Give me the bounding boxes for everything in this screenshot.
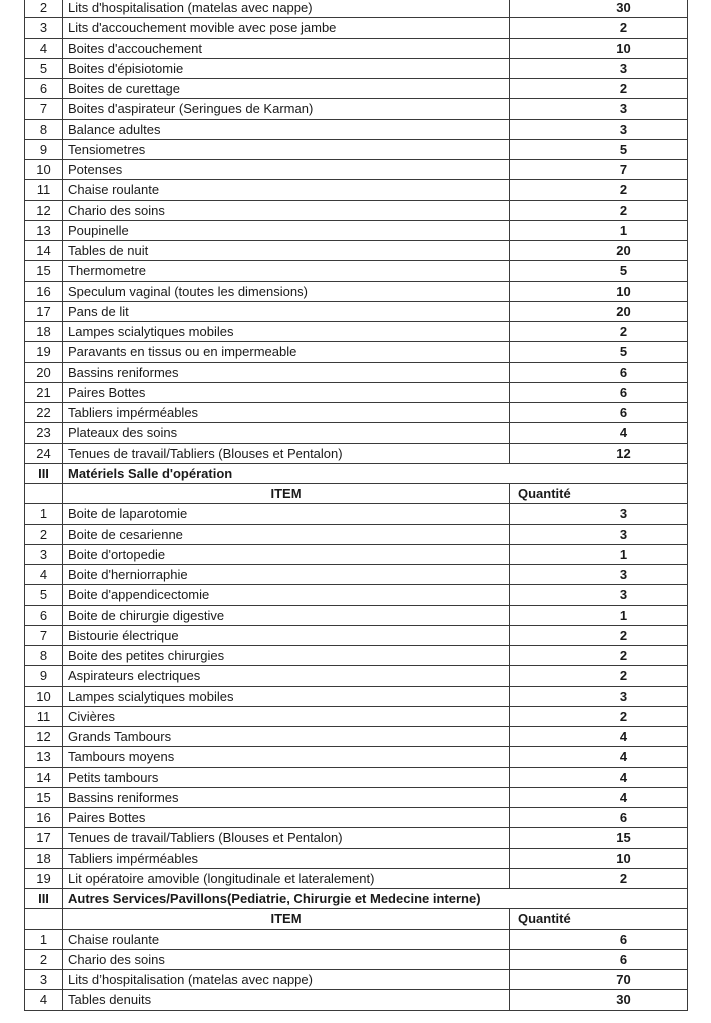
item-name: Aspirateurs electriques — [63, 666, 510, 686]
table-row — [25, 200, 688, 220]
item-quantity: 30 — [510, 990, 688, 1010]
section-number: III — [25, 889, 63, 909]
table-row — [25, 828, 688, 848]
section-empty-cell — [510, 889, 688, 909]
header-number-cell — [25, 484, 63, 504]
table-row — [25, 18, 688, 38]
table-row — [25, 180, 688, 200]
item-name: Pans de lit — [63, 301, 510, 321]
item-quantity: 4 — [510, 423, 688, 443]
table-row — [25, 868, 688, 888]
row-number: 13 — [25, 220, 63, 240]
section-title: Autres Services/Pavillons(Pediatrie, Chirurgie et Medecine interne) — [63, 889, 510, 909]
column-header-quantity: Quantité — [510, 484, 688, 504]
row-number: 1 — [25, 929, 63, 949]
table-row — [25, 423, 688, 443]
item-quantity: 5 — [510, 342, 688, 362]
row-number: 23 — [25, 423, 63, 443]
row-number: 3 — [25, 544, 63, 564]
row-number: 11 — [25, 180, 63, 200]
item-quantity: 2 — [510, 646, 688, 666]
table-row — [25, 261, 688, 281]
table-row — [25, 362, 688, 382]
item-quantity: 6 — [510, 808, 688, 828]
column-header-item: ITEM — [63, 909, 510, 929]
item-name: Paravants en tissus ou en impermeable — [63, 342, 510, 362]
item-quantity: 6 — [510, 949, 688, 969]
item-quantity: 3 — [510, 99, 688, 119]
table-row — [25, 160, 688, 180]
row-number: 18 — [25, 322, 63, 342]
table-row — [25, 585, 688, 605]
item-quantity: 2 — [510, 625, 688, 645]
item-quantity: 2 — [510, 18, 688, 38]
table-row — [25, 646, 688, 666]
row-number: 4 — [25, 990, 63, 1010]
row-number: 21 — [25, 382, 63, 402]
table-row — [25, 787, 688, 807]
item-quantity: 2 — [510, 868, 688, 888]
row-number: 15 — [25, 787, 63, 807]
item-quantity: 6 — [510, 403, 688, 423]
row-number: 11 — [25, 706, 63, 726]
item-quantity: 15 — [510, 828, 688, 848]
row-number: 8 — [25, 646, 63, 666]
table-row — [25, 38, 688, 58]
item-name: Boites d'aspirateur (Seringues de Karman) — [63, 99, 510, 119]
item-name: Lampes scialytiques mobiles — [63, 686, 510, 706]
item-quantity: 6 — [510, 382, 688, 402]
table-row — [25, 970, 688, 990]
item-quantity: 12 — [510, 443, 688, 463]
row-number: 17 — [25, 301, 63, 321]
section-number: III — [25, 463, 63, 483]
item-name: Thermometre — [63, 261, 510, 281]
item-name: Boite d'appendicectomie — [63, 585, 510, 605]
row-number: 12 — [25, 200, 63, 220]
item-name: Grands Tambours — [63, 727, 510, 747]
item-name: Bassins reniformes — [63, 787, 510, 807]
item-quantity: 30 — [510, 0, 688, 18]
item-name: Petits tambours — [63, 767, 510, 787]
item-name: Bassins reniformes — [63, 362, 510, 382]
item-quantity: 20 — [510, 301, 688, 321]
item-quantity: 4 — [510, 727, 688, 747]
item-quantity: 4 — [510, 747, 688, 767]
row-number: 22 — [25, 403, 63, 423]
table-row — [25, 747, 688, 767]
item-name: Lits d'accouchement movible avec pose jambe — [63, 18, 510, 38]
item-quantity: 10 — [510, 281, 688, 301]
table-row — [25, 119, 688, 139]
table-row — [25, 301, 688, 321]
table-row — [25, 524, 688, 544]
section-heading-row — [25, 463, 688, 483]
table-row — [25, 666, 688, 686]
table-row — [25, 99, 688, 119]
item-name: Paires Bottes — [63, 808, 510, 828]
row-number: 14 — [25, 241, 63, 261]
table-row — [25, 686, 688, 706]
item-name: Tambours moyens — [63, 747, 510, 767]
item-quantity: 5 — [510, 261, 688, 281]
equipment-table — [24, 0, 688, 1011]
row-number: 14 — [25, 767, 63, 787]
table-row — [25, 443, 688, 463]
item-name: Tabliers impérméables — [63, 403, 510, 423]
item-name: Chaise roulante — [63, 180, 510, 200]
item-quantity: 70 — [510, 970, 688, 990]
item-quantity: 10 — [510, 38, 688, 58]
item-quantity: 3 — [510, 119, 688, 139]
column-header-item: ITEM — [63, 484, 510, 504]
row-number: 6 — [25, 79, 63, 99]
item-name: Poupinelle — [63, 220, 510, 240]
item-name: Lit opératoire amovible (longitudinale et lateralement) — [63, 868, 510, 888]
row-number: 24 — [25, 443, 63, 463]
item-quantity: 10 — [510, 848, 688, 868]
row-number: 5 — [25, 58, 63, 78]
row-number: 2 — [25, 0, 63, 18]
row-number: 16 — [25, 808, 63, 828]
item-name: Tenues de travail/Tabliers (Blouses et Pentalon) — [63, 828, 510, 848]
item-name: Boite de laparotomie — [63, 504, 510, 524]
item-quantity: 2 — [510, 706, 688, 726]
item-quantity: 2 — [510, 322, 688, 342]
table-row — [25, 382, 688, 402]
item-quantity: 1 — [510, 220, 688, 240]
table-row — [25, 929, 688, 949]
item-name: Tabliers impérméables — [63, 848, 510, 868]
column-header-row — [25, 484, 688, 504]
item-name: Paires Bottes — [63, 382, 510, 402]
item-name: Chario des soins — [63, 949, 510, 969]
row-number: 3 — [25, 970, 63, 990]
section-heading-row — [25, 889, 688, 909]
item-quantity: 2 — [510, 200, 688, 220]
item-name: Boites d'épisiotomie — [63, 58, 510, 78]
row-number: 5 — [25, 585, 63, 605]
item-name: Boite de chirurgie digestive — [63, 605, 510, 625]
column-header-row — [25, 909, 688, 929]
item-quantity: 3 — [510, 524, 688, 544]
table-row — [25, 848, 688, 868]
item-name: Chario des soins — [63, 200, 510, 220]
item-quantity: 5 — [510, 139, 688, 159]
row-number: 3 — [25, 18, 63, 38]
table-row — [25, 0, 688, 18]
row-number: 7 — [25, 99, 63, 119]
row-number: 19 — [25, 342, 63, 362]
row-number: 2 — [25, 949, 63, 969]
item-name: Lits d’hospitalisation (matelas avec nappe) — [63, 970, 510, 990]
row-number: 1 — [25, 504, 63, 524]
item-name: Potenses — [63, 160, 510, 180]
section-empty-cell — [510, 463, 688, 483]
item-name: Tables denuits — [63, 990, 510, 1010]
item-name: Balance adultes — [63, 119, 510, 139]
item-name: Boite des petites chirurgies — [63, 646, 510, 666]
item-quantity: 3 — [510, 565, 688, 585]
item-quantity: 3 — [510, 504, 688, 524]
equipment-table-body — [25, 0, 688, 1010]
item-name: Bistourie électrique — [63, 625, 510, 645]
item-quantity: 6 — [510, 929, 688, 949]
row-number: 6 — [25, 605, 63, 625]
item-name: Tenues de travail/Tabliers (Blouses et Pentalon) — [63, 443, 510, 463]
row-number: 13 — [25, 747, 63, 767]
row-number: 20 — [25, 362, 63, 382]
row-number: 9 — [25, 139, 63, 159]
item-quantity: 4 — [510, 767, 688, 787]
table-row — [25, 403, 688, 423]
item-name: Chaise roulante — [63, 929, 510, 949]
item-quantity: 6 — [510, 362, 688, 382]
table-row — [25, 727, 688, 747]
item-name: Boites de curettage — [63, 79, 510, 99]
item-name: Speculum vaginal (toutes les dimensions) — [63, 281, 510, 301]
item-quantity: 2 — [510, 180, 688, 200]
row-number: 18 — [25, 848, 63, 868]
row-number: 10 — [25, 160, 63, 180]
row-number: 16 — [25, 281, 63, 301]
row-number: 4 — [25, 565, 63, 585]
table-row — [25, 322, 688, 342]
table-row — [25, 605, 688, 625]
item-quantity: 7 — [510, 160, 688, 180]
row-number: 4 — [25, 38, 63, 58]
table-row — [25, 139, 688, 159]
row-number: 8 — [25, 119, 63, 139]
item-name: Civières — [63, 706, 510, 726]
item-quantity: 1 — [510, 605, 688, 625]
item-name: Tables de nuit — [63, 241, 510, 261]
table-row — [25, 949, 688, 969]
header-number-cell — [25, 909, 63, 929]
row-number: 19 — [25, 868, 63, 888]
item-name: Tensiometres — [63, 139, 510, 159]
table-row — [25, 281, 688, 301]
item-quantity: 2 — [510, 666, 688, 686]
row-number: 17 — [25, 828, 63, 848]
item-quantity: 1 — [510, 544, 688, 564]
item-name: Boite de cesarienne — [63, 524, 510, 544]
table-row — [25, 990, 688, 1010]
item-name: Lits d'hospitalisation (matelas avec nappe) — [63, 0, 510, 18]
row-number: 10 — [25, 686, 63, 706]
item-quantity: 3 — [510, 58, 688, 78]
item-name: Boites d'accouchement — [63, 38, 510, 58]
table-row — [25, 808, 688, 828]
section-title: Matériels Salle d'opération — [63, 463, 510, 483]
row-number: 12 — [25, 727, 63, 747]
table-row — [25, 767, 688, 787]
table-row — [25, 504, 688, 524]
table-row — [25, 706, 688, 726]
table-row — [25, 544, 688, 564]
item-quantity: 4 — [510, 787, 688, 807]
row-number: 2 — [25, 524, 63, 544]
item-name: Boite d'ortopedie — [63, 544, 510, 564]
row-number: 15 — [25, 261, 63, 281]
column-header-quantity: Quantité — [510, 909, 688, 929]
item-name: Plateaux des soins — [63, 423, 510, 443]
table-row — [25, 241, 688, 261]
table-row — [25, 342, 688, 362]
item-name: Lampes scialytiques mobiles — [63, 322, 510, 342]
row-number: 9 — [25, 666, 63, 686]
table-row — [25, 565, 688, 585]
item-quantity: 20 — [510, 241, 688, 261]
table-row — [25, 79, 688, 99]
item-quantity: 2 — [510, 79, 688, 99]
item-name: Boite d'herniorraphie — [63, 565, 510, 585]
table-row — [25, 58, 688, 78]
row-number: 7 — [25, 625, 63, 645]
item-quantity: 3 — [510, 686, 688, 706]
table-row — [25, 220, 688, 240]
table-row — [25, 625, 688, 645]
item-quantity: 3 — [510, 585, 688, 605]
